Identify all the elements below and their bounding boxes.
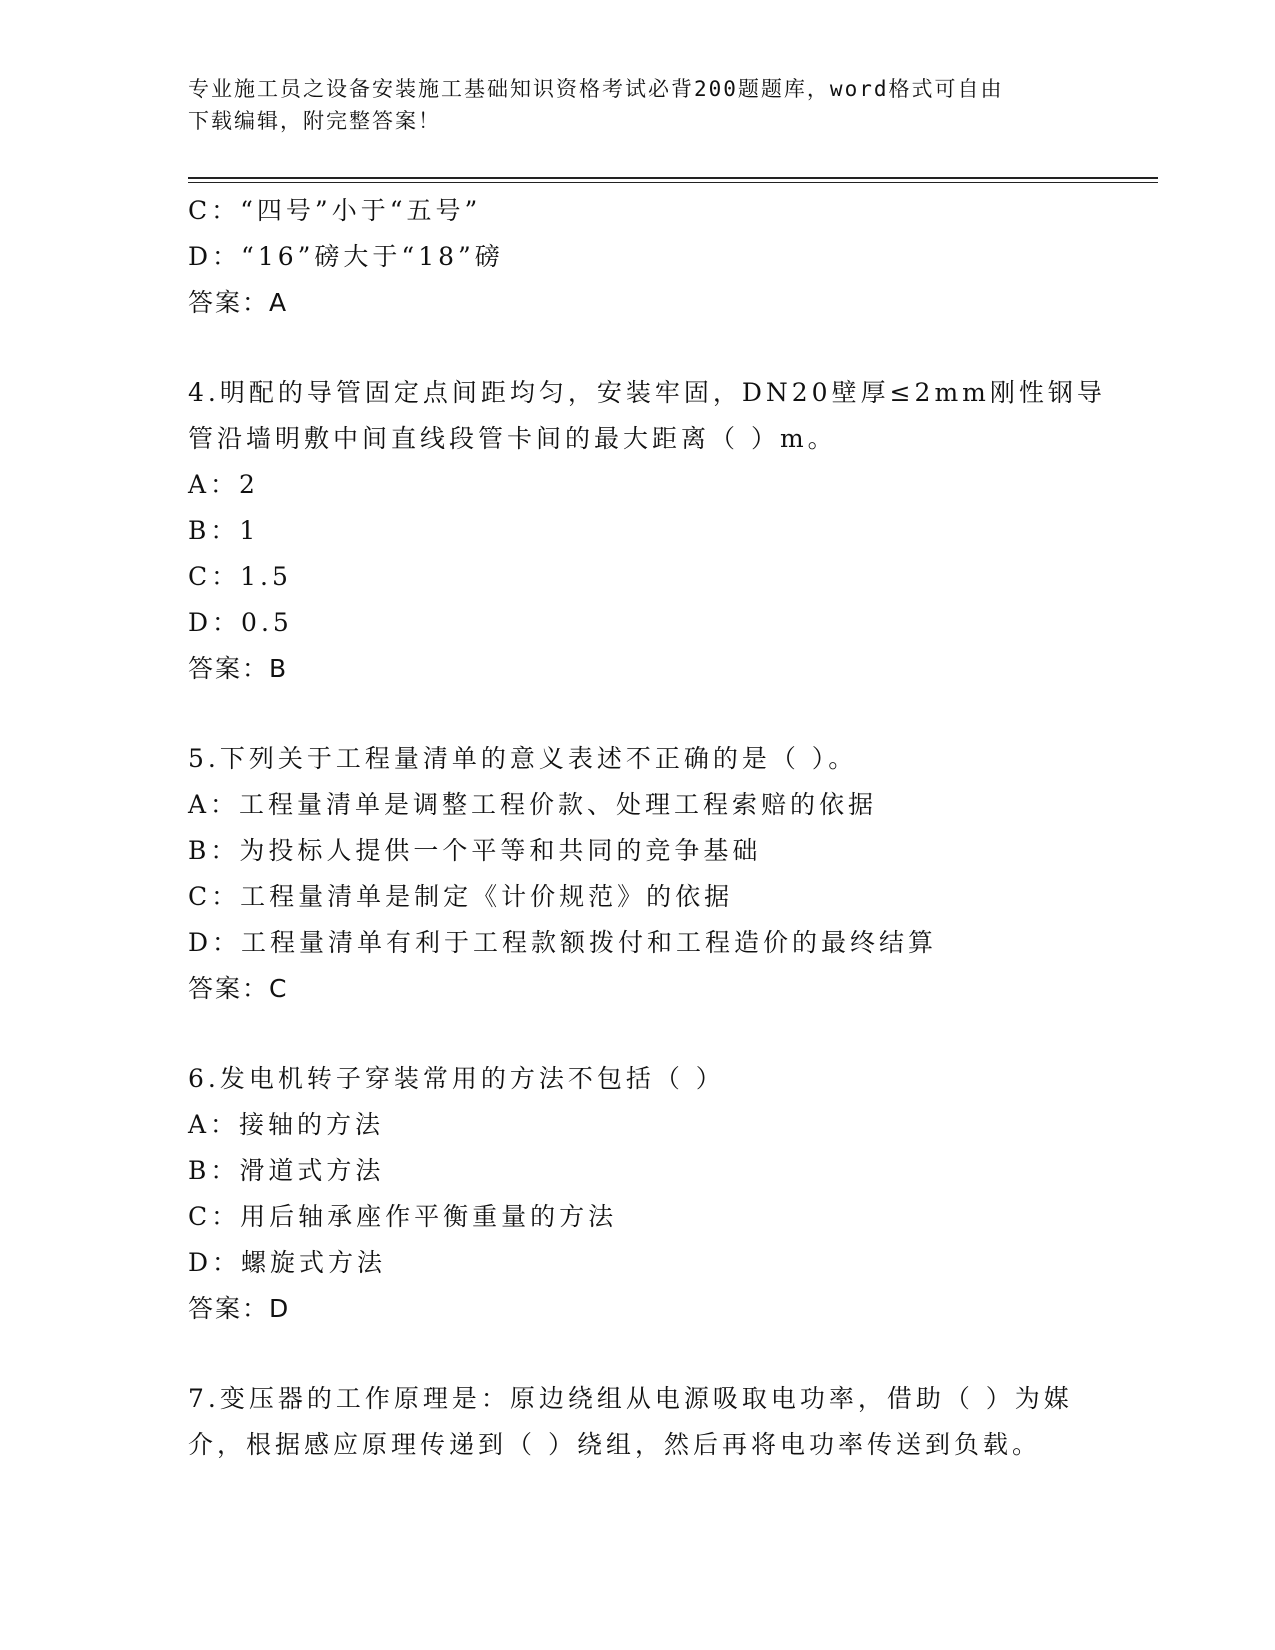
q7-stem-line-1: 7.变压器的工作原理是：原边绕组从电源吸取电功率，借助（ ）为媒 — [188, 1384, 1073, 1413]
q3-answer: 答案：A — [188, 288, 289, 317]
spacer — [188, 692, 1088, 736]
q4-stem-line-2: 管沿墙明敷中间直线段管卡间的最大距离（ ）m。 — [188, 424, 837, 453]
spacer — [188, 326, 1088, 370]
q5-option-a: A：工程量清单是调整工程价款、处理工程索赔的依据 — [188, 790, 878, 819]
header-title-line-2: 下载编辑，附完整答案！ — [188, 109, 441, 133]
question-list — [188, 188, 1106, 1468]
header-divider-thick — [188, 177, 1158, 179]
q6-answer: 答案：D — [188, 1294, 291, 1323]
q6-option-a: A：接轴的方法 — [188, 1110, 385, 1139]
q5-stem: 5.下列关于工程量清单的意义表述不正确的是（ ）。 — [188, 744, 858, 773]
q4-option-a: A：2 — [188, 470, 259, 499]
q7-stem-line-2: 介，根据感应原理传递到（ ）绕组，然后再将电功率传送到负载。 — [188, 1430, 1041, 1459]
q5-option-d: D：工程量清单有利于工程款额拨付和工程造价的最终结算 — [188, 928, 938, 957]
header-divider-thin — [188, 182, 1158, 183]
spacer — [188, 1332, 1088, 1376]
header-title-line-1: 专业施工员之设备安装施工基础知识资格考试必背200题题库，word格式可自由 — [188, 77, 1004, 101]
q4-option-c: C：1.5 — [188, 562, 292, 591]
q5-option-c: C：工程量清单是制定《计价规范》的依据 — [188, 882, 734, 911]
document-header — [188, 73, 1068, 137]
q5-answer: 答案：C — [188, 974, 289, 1003]
q6-option-b: B：滑道式方法 — [188, 1156, 385, 1185]
q6-option-c: C：用后轴承座作平衡重量的方法 — [188, 1202, 618, 1231]
q6-option-d: D：螺旋式方法 — [188, 1248, 387, 1277]
q5-option-b: B：为投标人提供一个平等和共同的竞争基础 — [188, 836, 762, 865]
q4-answer: 答案：B — [188, 654, 289, 683]
q6-stem: 6.发电机转子穿装常用的方法不包括（ ） — [188, 1064, 725, 1093]
spacer — [188, 1012, 1088, 1056]
q4-option-b: B：1 — [188, 516, 260, 545]
q4-stem-line-1: 4.明配的导管固定点间距均匀，安装牢固，DN20壁厚≤2mm刚性钢导 — [188, 378, 1106, 407]
q3-option-d: D：“16”磅大于“18”磅 — [188, 242, 504, 271]
q3-option-c: C：“四号”小于“五号” — [188, 196, 482, 225]
q4-option-d: D：0.5 — [188, 608, 293, 637]
